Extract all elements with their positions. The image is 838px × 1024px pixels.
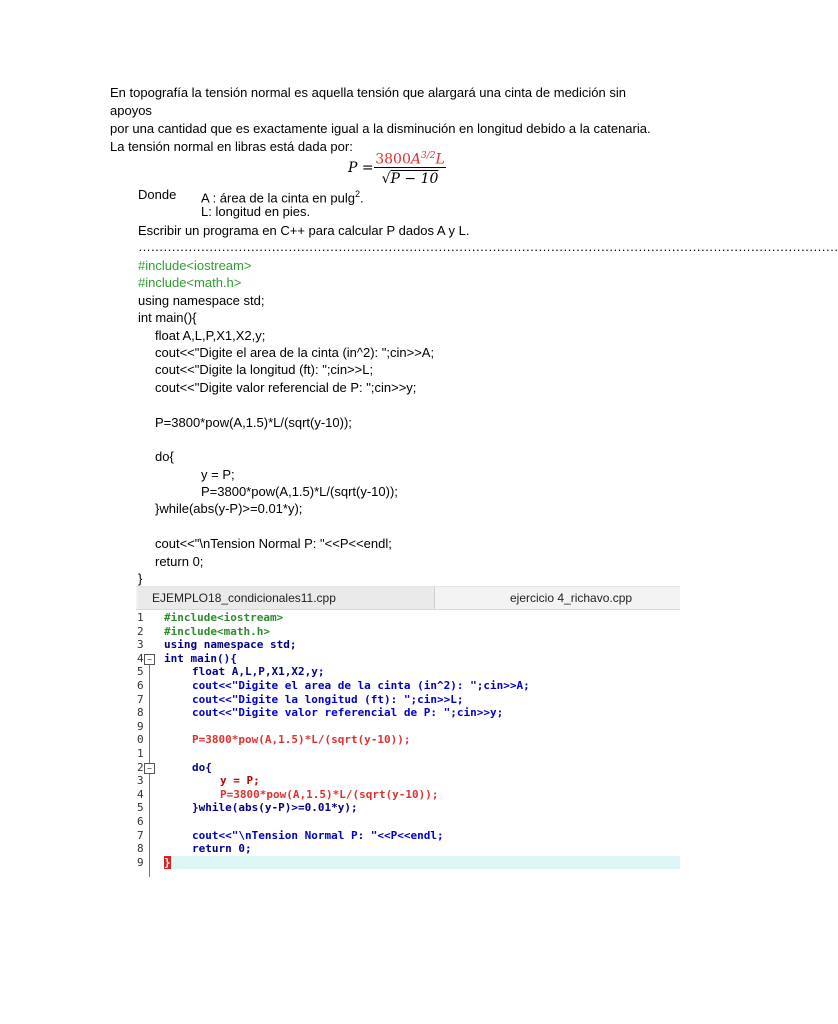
code-line (138, 396, 434, 413)
code-line: y = P; (201, 466, 235, 482)
line-number: 1 (137, 611, 144, 624)
definition-l: L: longitud en pies. (201, 204, 311, 219)
ide-code-line: P=3800*pow(A,1.5)*L/(sqrt(y-10)); (192, 733, 411, 747)
code-line: using namespace std; (138, 292, 265, 308)
ide-code-line (164, 747, 680, 761)
line-number: 5 (137, 665, 144, 679)
formula-fraction (374, 146, 446, 189)
definition-a-text: A : área de la cinta en pulg (201, 190, 355, 206)
ide-tab-bar (136, 587, 680, 610)
line-number: 9 (137, 855, 144, 869)
line-number: 5 (137, 801, 144, 815)
code-line: #include<iostream> (138, 258, 252, 273)
formula-root-inner: P − 10 (390, 171, 439, 187)
task-statement: Escribir un programa en C++ para calcular P dados A y L. (138, 223, 470, 238)
fold-toggle-icon[interactable]: − (144, 654, 155, 665)
ide-code-line: int main(){ (164, 651, 237, 665)
ide-code-line: do{ (192, 760, 212, 774)
ide-code-line: cout<<"Digite la longitud (ft): ";cin>>L; (192, 692, 464, 706)
code-line: float A,L,P,X1,X2,y; (155, 327, 266, 343)
ide-code-area[interactable] (164, 611, 680, 869)
ide-code-line-current (164, 856, 680, 870)
line-number: 2 (137, 760, 144, 774)
line-number: 8 (137, 706, 144, 720)
line-number: 6 (137, 678, 144, 692)
ide-token: #include<math.h> (164, 624, 270, 638)
ide-code-line: cout<<"Digite el area de la cinta (in^2): ";cin>>A; (192, 678, 530, 692)
ide-code-line: cout<<"\nTension Normal P: "<<P<<endl; (192, 828, 444, 842)
ide-code-line: y = P; (220, 774, 260, 788)
code-listing (138, 257, 434, 587)
ide-code-line: float A,L,P,X1,X2,y; (192, 665, 325, 679)
ide-token: #include<iostream> (164, 611, 284, 624)
ide-tab-2-label[interactable]: ejercicio 4_richavo.cpp (510, 591, 633, 605)
line-number: 0 (137, 733, 144, 747)
code-line: return 0; (155, 553, 204, 569)
intro-line-3: La tensión normal en libras está dada por: (110, 139, 353, 154)
line-number: 1 (137, 746, 144, 760)
line-number: 4 (137, 651, 144, 665)
ide-screenshot (136, 586, 680, 879)
ide-code-line (164, 625, 680, 639)
code-line: } (138, 571, 143, 587)
definition-a-end: . (359, 190, 364, 206)
formula-exponent: 3/2 (420, 151, 436, 161)
formula-var-a: A (410, 151, 421, 168)
formula-lhs: P = (348, 160, 374, 176)
code-line: P=3800*pow(A,1.5)*L/(sqrt(y-10)); (201, 484, 398, 500)
ide-code-line: }while(abs(y-P)>=0.01*y); (192, 801, 358, 815)
code-line: cout<<"Digite la longitud (ft): ";cin>>L; (155, 362, 374, 378)
intro-line-2: por una cantidad que es exactamente igual a la disminución en longitud debido a la catenaria. (110, 121, 651, 136)
definition-a-sup: 2 (354, 189, 360, 199)
line-number: 3 (137, 638, 144, 652)
code-line: cout<<"Digite valor referencial de P: ";cin>>y; (155, 379, 417, 395)
ide-code-line: P=3800*pow(A,1.5)*L/(sqrt(y-10)); (220, 787, 439, 801)
code-line: P=3800*pow(A,1.5)*L/(sqrt(y-10)); (155, 414, 352, 430)
line-number: 4 (137, 787, 144, 801)
code-line: }while(abs(y-P)>=0.01*y); (155, 501, 303, 517)
code-line (138, 518, 434, 535)
line-number: 7 (137, 692, 144, 706)
ide-line-gutter (136, 611, 160, 879)
code-line: do{ (155, 449, 174, 465)
code-line: int main(){ (138, 310, 197, 326)
line-number: 9 (137, 719, 144, 733)
intro-line-1: En topografía la tensión normal es aquella tensión que alargará una cinta de medición sin apoyos (110, 85, 627, 118)
formula-denominator (374, 169, 446, 189)
code-line: cout<<"Digite el area de la cinta (in^2): ";cin>>A; (155, 344, 435, 360)
ide-tab-1-label[interactable]: EJEMPLO18_condicionales11.cpp (152, 591, 336, 605)
formula-var-l: L (435, 151, 445, 168)
formula-root-symbol: √ (381, 171, 391, 187)
code-line: cout<<"\nTension Normal P: "<<P<<endl; (155, 536, 392, 552)
definitions-label: Donde (138, 187, 177, 202)
ide-code-line (164, 611, 680, 625)
code-line (138, 431, 434, 448)
line-number: 2 (137, 624, 144, 638)
ide-code-line: cout<<"Digite valor referencial de P: ";cin>>y; (192, 706, 504, 720)
ide-code-line: return 0; (192, 842, 252, 856)
ide-matched-brace: } (164, 855, 171, 869)
formula-numerator (374, 146, 446, 166)
code-line: #include<math.h> (138, 275, 242, 291)
ide-code-line (164, 720, 680, 734)
dotted-separator: …………………………………………………………………………………………………………………………………………………… (138, 239, 838, 254)
fold-toggle-icon[interactable]: − (144, 763, 155, 774)
line-number: 7 (137, 828, 144, 842)
line-number: 6 (137, 814, 144, 828)
ide-code-line: using namespace std; (164, 638, 297, 652)
line-number: 3 (137, 774, 144, 788)
line-number: 8 (137, 842, 144, 856)
ide-code-line (164, 815, 680, 829)
formula-coef: 3800 (375, 151, 411, 168)
